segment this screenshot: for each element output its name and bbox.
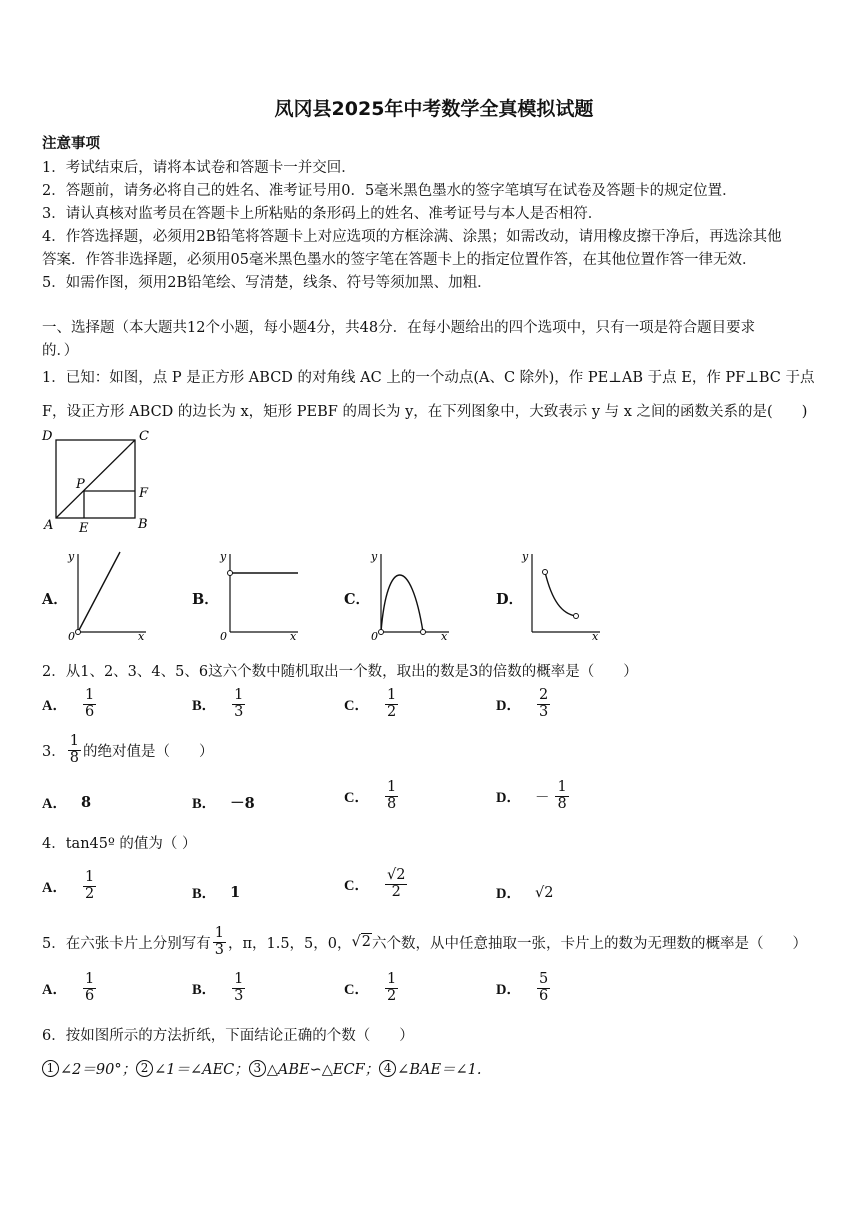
denominator: 3 xyxy=(234,987,244,1004)
q5-middle: ，π，1.5，5，0， xyxy=(227,935,352,952)
q4-option-c[interactable] xyxy=(344,868,409,901)
option-text: √2 xyxy=(534,884,554,901)
option-label: B． xyxy=(192,697,217,714)
denominator: 2 xyxy=(84,885,95,902)
q4-option-d[interactable] xyxy=(496,882,553,903)
circled-number: 1 xyxy=(42,1060,59,1077)
denominator: 2 xyxy=(391,883,401,900)
denominator: 6 xyxy=(84,703,95,720)
conclusion-4: ∠BAE＝∠1. xyxy=(397,1062,482,1078)
option-label: A． xyxy=(42,879,67,896)
graph-a-line xyxy=(78,552,120,632)
denominator: 8 xyxy=(386,795,397,812)
numerator: 1 xyxy=(234,687,244,703)
origin-label: 0 xyxy=(68,630,75,642)
numerator: 1 xyxy=(386,779,397,795)
section-heading-cont: 的．） xyxy=(42,343,79,359)
denominator: 2 xyxy=(386,987,397,1004)
label-f: F xyxy=(139,486,149,501)
q4-option-b[interactable] xyxy=(192,882,240,903)
q3-stem xyxy=(42,734,213,767)
axis-y-label: y xyxy=(371,550,378,563)
page-title: 凤冈县2025年中考数学全真模拟试题 xyxy=(274,98,594,120)
option-label: D． xyxy=(496,981,521,998)
option-label: D． xyxy=(496,789,521,806)
option-label: B． xyxy=(192,796,217,812)
circled-number: 2 xyxy=(136,1060,153,1077)
q1-graph-a[interactable] xyxy=(64,546,154,642)
denominator: 8 xyxy=(69,749,79,766)
q2-option-c[interactable] xyxy=(344,688,400,721)
numerator: 1 xyxy=(84,869,95,885)
q1-option-a-label[interactable]: A． xyxy=(42,591,68,608)
q3-option-a[interactable] xyxy=(42,792,91,813)
label-p: P xyxy=(76,477,85,492)
notice-item-4: 4．作答选择题，必须用2B铅笔将答题卡上对应选项的方框涂满、涂黑；如需改动，请用橡皮擦干净后，再选涂其他 xyxy=(42,229,782,245)
axis-y-label: y xyxy=(522,550,529,563)
option-label: A． xyxy=(42,697,67,714)
q5-option-d[interactable] xyxy=(496,972,552,1005)
q4-option-a[interactable] xyxy=(42,870,98,903)
q3-prefix: 3． xyxy=(42,743,66,760)
q3-option-d[interactable] xyxy=(496,780,571,813)
axis-y-label: y xyxy=(68,550,75,563)
axis-x-label: x xyxy=(592,630,599,642)
square-figure xyxy=(38,426,158,538)
notice-item-5: 5．如需作图，须用2B铅笔绘、写清楚，线条、符号等须加黑、加粗． xyxy=(42,275,492,291)
label-a: A xyxy=(44,518,54,533)
option-label: C． xyxy=(344,697,369,714)
notice-item-2: 2．答题前，请务必将自己的姓名、准考证号用0．5毫米黑色墨水的签字笔填写在试卷及答题卡的规定位置． xyxy=(42,183,737,199)
axis-x-label: x xyxy=(441,630,448,642)
notice-item-3: 3．请认真核对监考员在答题卡上所粘贴的条形码上的姓名、准考证号与本人是否相符． xyxy=(42,206,603,222)
numerator: 2 xyxy=(538,687,549,703)
label-e: E xyxy=(79,521,89,536)
q1-stem: 1．已知：如图，点 P 是正方形 ABCD 的对角线 AC 上的一个动点(A、C 除外)，作 PE⊥AB 于点 E，作 PF⊥BC 于点 xyxy=(42,370,815,386)
option-label: C． xyxy=(344,789,369,806)
q2-option-b[interactable] xyxy=(192,688,247,721)
q5-option-c[interactable] xyxy=(344,972,400,1005)
q5-option-a[interactable] xyxy=(42,972,98,1005)
notice-item-4-cont: 答案．作答非选择题，必须用05毫米黑色墨水的签字笔在答题卡上的指定位置作答，在其他位置作答一律无效． xyxy=(42,252,757,268)
axis-x-label: x xyxy=(290,630,297,642)
q1-option-c-label[interactable]: C． xyxy=(344,591,371,608)
denominator: 2 xyxy=(386,703,397,720)
numerator: 1 xyxy=(234,971,244,987)
numerator: 5 xyxy=(538,971,549,987)
denominator: 8 xyxy=(557,795,567,812)
option-label: C． xyxy=(344,981,369,998)
numerator: 1 xyxy=(386,971,397,987)
q3-suffix: 的绝对值是（ ） xyxy=(82,743,214,760)
numerator: 1 xyxy=(84,687,95,703)
denominator: 3 xyxy=(234,703,244,720)
q2-option-a[interactable] xyxy=(42,688,98,721)
denominator: 3 xyxy=(538,703,549,720)
denominator: 6 xyxy=(84,987,95,1004)
axis-x-label: x xyxy=(138,630,145,642)
label-c: C xyxy=(139,429,149,444)
q1-graph-b[interactable] xyxy=(216,546,306,642)
numerator: √2 xyxy=(386,867,406,883)
numerator: 1 xyxy=(214,925,224,941)
option-label: A． xyxy=(42,796,67,812)
q5-prefix: 5．在六张卡片上分别写有 xyxy=(42,935,211,952)
option-label: D． xyxy=(496,886,521,902)
diagonal-ac xyxy=(56,440,135,518)
option-label: B． xyxy=(192,886,217,902)
numerator: 1 xyxy=(557,779,567,795)
q6-stem: 6．按如图所示的方法折纸，下面结论正确的个数（ ） xyxy=(42,1028,414,1044)
numerator: 1 xyxy=(84,971,95,987)
label-b: B xyxy=(138,517,148,532)
sqrt-symbol: √2 xyxy=(351,934,371,951)
section-heading: 一、选择题（本大题共12个小题，每小题4分，共48分．在每小题给出的四个选项中，只有一项是符合题目要求 xyxy=(42,320,756,336)
option-text: －8 xyxy=(230,795,255,812)
denominator: 3 xyxy=(214,941,224,958)
q5-stem xyxy=(42,926,807,959)
q1-graph-d[interactable] xyxy=(518,546,608,642)
numerator: 1 xyxy=(69,733,79,749)
graph-d-curve xyxy=(545,572,576,616)
q3-option-b[interactable] xyxy=(192,792,255,813)
conclusion-2: ∠1＝∠AEC； xyxy=(154,1062,249,1078)
q3-option-c[interactable] xyxy=(344,780,400,813)
q2-stem: 2．从1、2、3、4、5、6这六个数中随机取出一个数，取出的数是3的倍数的概率是（ ） xyxy=(42,664,638,680)
option-label: B． xyxy=(192,981,217,998)
option-text: 1 xyxy=(230,884,241,901)
notice-heading: 注意事项 xyxy=(42,135,100,152)
graph-c-curve xyxy=(381,575,423,632)
label-d: D xyxy=(42,429,53,444)
q1-option-b-label[interactable]: B． xyxy=(192,591,219,608)
option-label: C． xyxy=(344,877,369,894)
radicand: 2 xyxy=(361,934,371,951)
axis-y-label: y xyxy=(220,550,227,563)
circled-number: 4 xyxy=(379,1060,396,1077)
origin-label: 0 xyxy=(371,630,378,642)
numerator: 1 xyxy=(386,687,397,703)
option-sign: － xyxy=(534,789,550,806)
option-label: D． xyxy=(496,697,521,714)
q6-conclusions xyxy=(42,1058,482,1079)
q1-stem-cont: F，设正方形 ABCD 的边长为 x，矩形 PEBF 的周长为 y，在下列图象中，大致表示 y 与 x 之间的函数关系的是( ) xyxy=(42,404,808,420)
option-text: 8 xyxy=(80,794,92,811)
conclusion-3: △ABE∽△ECF； xyxy=(266,1062,380,1078)
circled-number: 3 xyxy=(249,1060,266,1077)
origin-label: 0 xyxy=(220,630,227,642)
notice-item-1: 1．考试结束后，请将本试卷和答题卡一并交回． xyxy=(42,160,356,176)
denominator: 6 xyxy=(538,987,549,1004)
conclusion-1: ∠2＝90°； xyxy=(60,1062,137,1078)
option-label: A． xyxy=(42,981,67,998)
q1-option-d-label[interactable]: D． xyxy=(496,591,524,608)
q4-stem: 4．tan45º 的值为（ ） xyxy=(42,836,197,852)
q5-suffix: 六个数，从中任意抽取一张，卡片上的数为无理数的概率是（ ） xyxy=(372,935,807,952)
q5-option-b[interactable] xyxy=(192,972,247,1005)
q2-option-d[interactable] xyxy=(496,688,552,721)
q1-graph-c[interactable] xyxy=(367,546,457,642)
